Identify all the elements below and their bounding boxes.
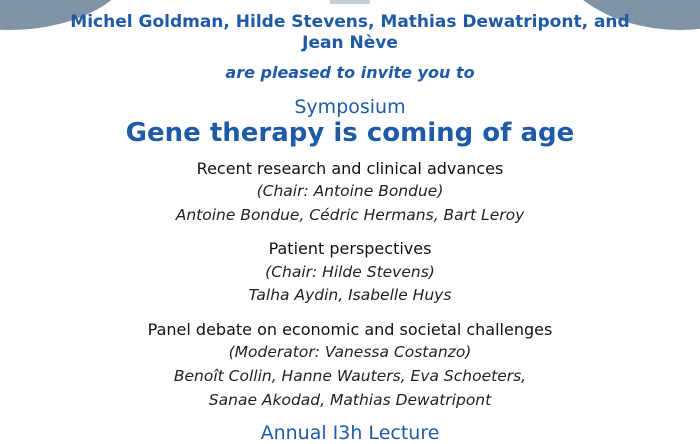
section-speakers-patients: Talha Aydin, Isabelle Huys [248,286,452,304]
section-title-patients: Patient perspectives [268,239,432,258]
section-chair-research: (Chair: Antoine Bondue) [256,182,444,200]
symposium-title: Gene therapy is coming of age [125,118,575,148]
section-speakers-panel-1: Benoît Collin, Hanne Wauters, Eva Schoeters, [173,367,527,385]
lecture-title: Annual I3h Lecture [260,422,440,444]
section-title-research: Recent research and clinical advances [196,159,504,178]
section-speakers-panel-2: Sanae Akodad, Mathias Dewatripont [208,391,492,409]
symposium-label: Symposium [294,96,406,118]
invitation-line: are pleased to invite you to [225,63,475,82]
section-title-panel: Panel debate on economic and societal challenges [147,320,553,339]
section-chair-patients: (Chair: Hilde Stevens) [265,263,435,281]
section-speakers-research: Antoine Bondue, Cédric Hermans, Bart Leroy [175,206,525,224]
decorative-top-bar [330,0,370,4]
section-moderator-panel: (Moderator: Vanessa Costanzo) [228,343,472,361]
hosts-names: Michel Goldman, Hilde Stevens, Mathias Dewatripont, and Jean Nève [70,12,630,53]
